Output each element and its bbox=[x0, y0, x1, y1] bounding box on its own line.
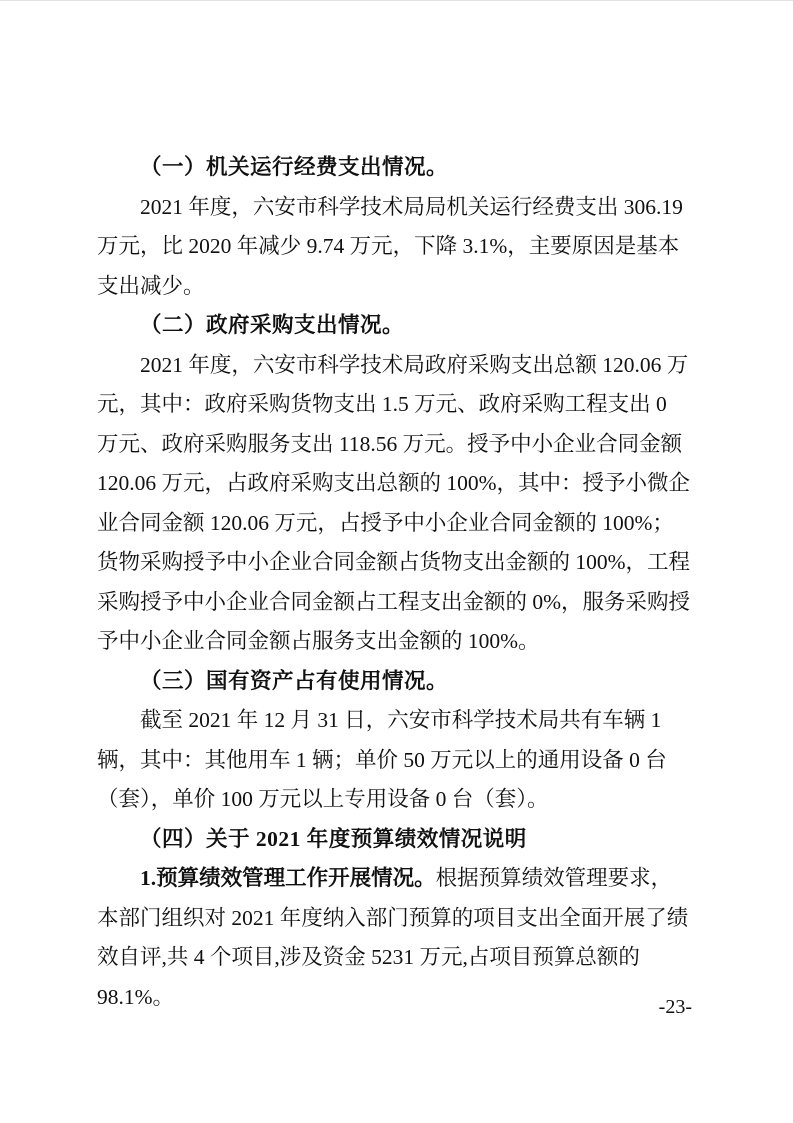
section-heading-state-assets: （三）国有资产占有使用情况。 bbox=[140, 668, 449, 693]
document-body bbox=[97, 148, 691, 1017]
section-heading-agency-operating-expense: （一）机关运行经费支出情况。 bbox=[140, 155, 449, 179]
paragraph-lead-bold: 1.预算绩效管理工作开展情况。 bbox=[140, 866, 436, 890]
section-heading-budget-performance: （四）关于 2021 年度预算绩效情况说明 bbox=[140, 826, 527, 851]
page-number: -23- bbox=[658, 996, 692, 1018]
section-paragraph bbox=[97, 859, 691, 1017]
section-heading-government-procurement: （二）政府采购支出情况。 bbox=[140, 313, 405, 337]
section-paragraph: 截至 2021 年 12 月 31 日，六安市科学技术局共有车辆 1 辆，其中：其他用车 1 辆；单价 50 万元以上的通用设备 0 台（套），单价 100 万元以上专用设备 0 台（套）。 bbox=[97, 708, 667, 811]
section-paragraph: 2021 年度，六安市科学技术局局机关运行经费支出 306.19 万元，比 2020 年减少 9.74 万元，下降 3.1%，主要原因是基本支出减少。 bbox=[97, 194, 683, 298]
section-paragraph: 2021 年度，六安市科学技术局政府采购支出总额 120.06 万元，其中：政府采购货物支出 1.5 万元、政府采购工程支出 0 万元、政府采购服务支出 118.56 万元。授予中小企业合同金额 120.06 万元，占政府采购支出总额的 100%，其中：授予小微企业合同金额 120.06 万元，占授予中小企业合同金额的 100%；货物采购授予中小企业合同金额占货物支出金额的 100%，工程采购授予中小企业合同金额占工程支出金额的 0%，服务采购授予中小企业合同金额占服务支出金额的 100%。 bbox=[97, 352, 691, 653]
paragraph-lead-rest: 根据预算绩效管理要求，本部门组织对 2021 年度纳入部门预算的项目支出全面开展了绩效自评,共 4 个项目,涉及资金 5231 万元,占项目预算总额的 98.1%。 bbox=[97, 866, 689, 1009]
